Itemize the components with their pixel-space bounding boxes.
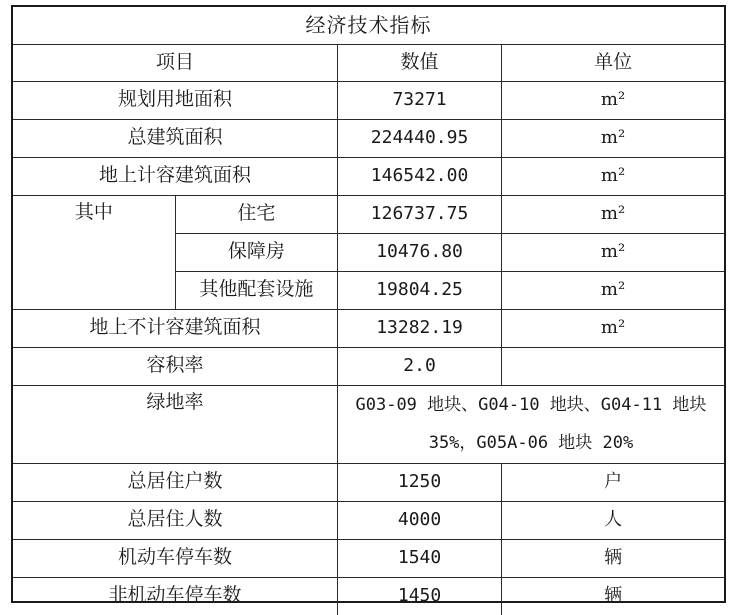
row-item: 保障房 bbox=[175, 233, 337, 271]
header-item: 项目 bbox=[13, 44, 337, 81]
header-value: 数值 bbox=[337, 44, 501, 81]
green-ratio-value: G03-09 地块、G04-10 地块、G04-11 地块 35%，G05A-06 地块 20% bbox=[337, 385, 724, 463]
economic-indicators-table bbox=[13, 7, 724, 615]
row-unit: m² bbox=[502, 157, 724, 195]
table-row bbox=[13, 119, 724, 157]
row-value: 146542.00 bbox=[337, 157, 501, 195]
table-row bbox=[13, 463, 724, 501]
table-row bbox=[13, 157, 724, 195]
row-unit: m² bbox=[502, 119, 724, 157]
row-unit: m² bbox=[502, 233, 724, 271]
table-row bbox=[13, 577, 724, 615]
table-row bbox=[13, 501, 724, 539]
row-value: 224440.95 bbox=[337, 119, 501, 157]
row-item: 规划用地面积 bbox=[13, 81, 337, 119]
row-value: 19804.25 bbox=[337, 271, 501, 309]
row-unit: 人 bbox=[502, 501, 724, 539]
row-unit: m² bbox=[502, 195, 724, 233]
row-unit: m² bbox=[502, 309, 724, 347]
table-row bbox=[13, 81, 724, 119]
group-label: 其中 bbox=[13, 195, 175, 309]
table-row bbox=[13, 539, 724, 577]
row-unit: 辆 bbox=[502, 539, 724, 577]
table-row bbox=[13, 309, 724, 347]
row-item: 其他配套设施 bbox=[175, 271, 337, 309]
row-value: 1250 bbox=[337, 463, 501, 501]
green-ratio-label: 绿地率 bbox=[13, 385, 337, 463]
row-value: 73271 bbox=[337, 81, 501, 119]
row-item: 住宅 bbox=[175, 195, 337, 233]
row-value: 1540 bbox=[337, 539, 501, 577]
row-item: 非机动车停车数 bbox=[13, 577, 337, 615]
row-item: 容积率 bbox=[13, 347, 337, 385]
row-item: 地上不计容建筑面积 bbox=[13, 309, 337, 347]
row-unit: 辆 bbox=[502, 577, 724, 615]
table-title: 经济技术指标 bbox=[13, 7, 724, 44]
green-ratio-row bbox=[13, 385, 724, 463]
row-item: 机动车停车数 bbox=[13, 539, 337, 577]
row-unit: m² bbox=[502, 81, 724, 119]
row-item: 总建筑面积 bbox=[13, 119, 337, 157]
table-title-row bbox=[13, 7, 724, 44]
row-item: 总居住户数 bbox=[13, 463, 337, 501]
row-unit: 户 bbox=[502, 463, 724, 501]
row-unit: m² bbox=[502, 271, 724, 309]
row-value: 126737.75 bbox=[337, 195, 501, 233]
row-value: 2.0 bbox=[337, 347, 501, 385]
row-value: 10476.80 bbox=[337, 233, 501, 271]
row-value: 13282.19 bbox=[337, 309, 501, 347]
header-row bbox=[13, 44, 724, 81]
table-row bbox=[13, 347, 724, 385]
row-item: 总居住人数 bbox=[13, 501, 337, 539]
row-value: 1450 bbox=[337, 577, 501, 615]
header-unit: 单位 bbox=[502, 44, 724, 81]
economic-indicators-table-frame bbox=[11, 5, 726, 607]
table-row bbox=[13, 195, 724, 233]
row-unit bbox=[502, 347, 724, 385]
row-value: 4000 bbox=[337, 501, 501, 539]
row-item: 地上计容建筑面积 bbox=[13, 157, 337, 195]
